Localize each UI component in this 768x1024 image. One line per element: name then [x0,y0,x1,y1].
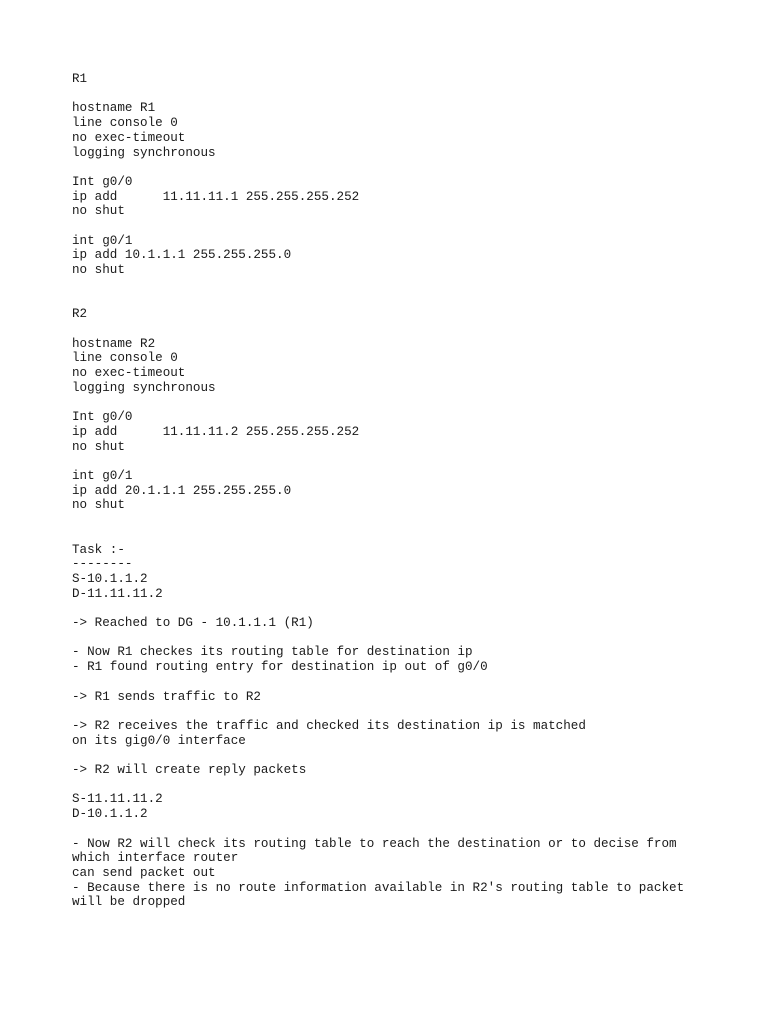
document-page [72,72,712,910]
document-text: R1 hostname R1 line console 0 no exec-timeout logging synchronous Int g0/0 ip add 11.11.11.1 255.255.255.252 no shut int g0/1 ip add 10.1.1.1 255.255.255.0 no shut R2 hostname R2 line console 0 no exec-timeout logging synchronous Int g0/0 ip add 11.11.11.2 255.255.255.252 no shut int g0/1 ip add 20.1.1.1 255.255.255.0 no shut Task :- -------- S-10.1.1.2 D-11.11.11.2 -> Reached to DG - 10.1.1.1 (R1) - Now R1 checkes its routing table for destination ip - R1 found routing entry for destination ip out of g0/0 -> R1 sends traffic to R2 -> R2 receives the traffic and checked its destination ip is matched on its gig0/0 interface -> R2 will create reply packets S-11.11.11.2 D-10.1.1.2 - Now R2 will check its routing table to reach the destination or to decise from which interface router can send packet out - Because there is no route information available in R2's routing table to packet will be dropped [72,72,685,910]
